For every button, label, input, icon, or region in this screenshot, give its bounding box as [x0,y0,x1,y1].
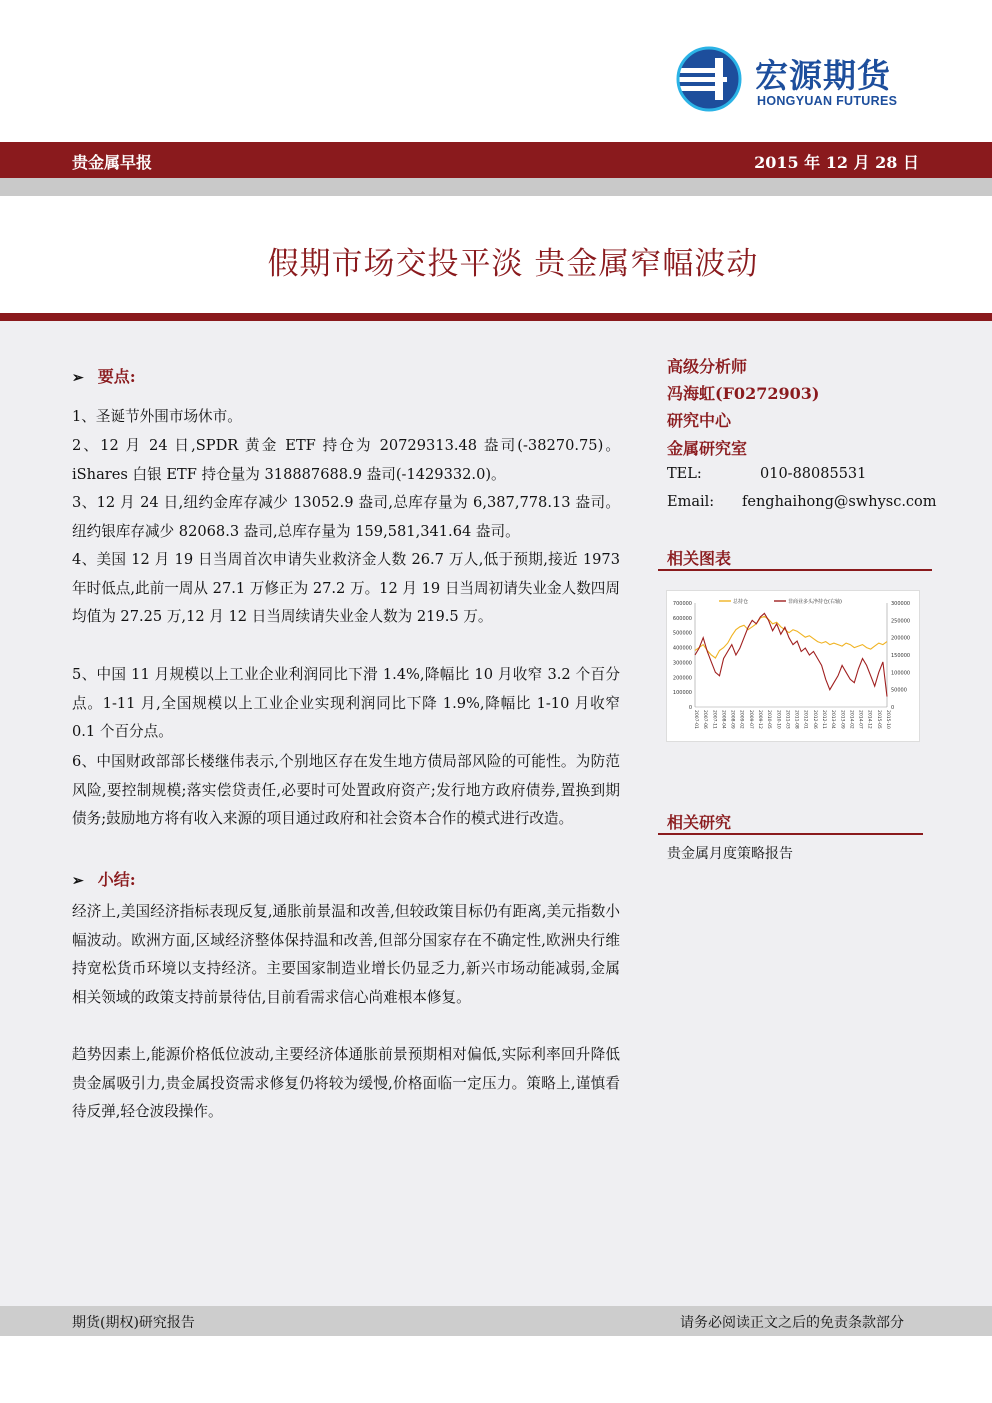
x-tick-label: 2012-06 [811,710,817,729]
logo-english-name: HONGYUAN FUTURES [757,94,898,108]
y-right-tick-label: 200000 [891,635,911,642]
summary-paragraph-2: 趋势因素上,能源价格低位波动,主要经济体通胀前景预期相对偏低,实际利率回升降低贵金属吸引力,贵金属投资需求修复仍将较为缓慢,价格面临一定压力。策略上,谨慎看待反弹,轻仓波段操作。 [72,1046,620,1120]
x-tick-label: 2008-09 [729,710,735,729]
x-tick-label: 2009-07 [747,710,753,729]
x-tick-label: 2010-10 [775,710,781,729]
tel-value: 010-88085531 [760,466,867,482]
related-research-label: 相关研究 [667,813,732,832]
legend-label-2: 非商业多头净持仓(右轴) [788,599,842,605]
x-tick-label: 2012-01 [802,710,808,729]
title-rule [0,313,992,321]
report-date: 2015 年 12 月 28 日 [754,153,919,172]
summary-heading [72,867,136,890]
series-line-1 [695,616,887,658]
key-point-5: 5、中国 11 月规模以上工业企业利润同比下滑 1.4%,降幅比 10 月收窄 3.2 个百分点。1-11 月,全国规模以上工业企业实现利润同比下降 1.9%,降幅比 1-10 月收窄 0.1 个百分点。 [72,666,620,740]
y-right-tick-label: 250000 [891,618,911,625]
tel-label: TEL: [667,466,702,482]
email-link[interactable]: fenghaihong@swhysc.com [742,494,937,510]
y-right-tick-label: 300000 [891,601,911,607]
y-left-tick-label: 200000 [672,675,692,682]
x-tick-label: 2014-02 [848,710,854,729]
analyst-dept: 研究中心 [667,411,732,430]
y-left-tick-label: 0 [688,705,692,711]
related-chart-heading [658,546,932,571]
y-left-tick-label: 300000 [672,660,692,667]
key-point-6: 6、中国财政部部长楼继伟表示,个别地区存在发生地方债局部风险的可能性。为防范风险,要控制规模;落实偿贷责任,必要时可处置政府资产;发行地方政府债券,置换到期债务;鼓励地方将有收入来源的项目通过政府和社会资本合作的模式进行改造。 [72,753,620,827]
email-label: Email: [667,494,715,510]
x-tick-label: 2013-04 [830,710,836,729]
bullet-arrow-icon: ➢ [72,873,84,889]
related-chart-label: 相关图表 [667,549,732,568]
x-tick-label: 2013-09 [839,710,845,729]
x-tick-label: 2015-10 [885,710,890,729]
logo-chinese-name: 宏源期货 [755,56,891,95]
x-tick-label: 2012-11 [821,710,826,729]
company-logo [673,44,923,114]
footer-disclaimer: 请务必阅读正文之后的免责条款部分 [680,1315,904,1331]
related-chart [666,590,920,742]
x-tick-label: 2008-04 [720,710,726,729]
header-divider [0,178,992,196]
x-tick-label: 2009-12 [757,710,762,729]
y-left-tick-label: 700000 [672,601,692,607]
y-left-tick-label: 500000 [672,630,692,637]
related-research-item[interactable]: 贵金属月度策略报告 [667,846,793,862]
x-tick-label: 2007-01 [693,710,698,729]
key-points-label: 要点: [97,367,136,386]
bullet-arrow-icon: ➢ [72,370,84,386]
y-right-tick-label: 150000 [891,653,911,659]
key-point-4: 4、美国 12 月 19 日当周首次申请失业救济金人数 26.7 万人,低于预期,接近 1973 年时低点,此前一周从 27.1 万修正为 27.2 万。12 月 19 日当周初请失业金人数四周均值为 27.25 万,12 月 12 日当周续请失业金人数为 219.5 万。 [72,551,620,625]
x-tick-label: 2011-03 [784,710,790,729]
x-tick-label: 2009-02 [738,710,744,729]
summary-label: 小结: [97,870,136,889]
y-right-tick-label: 0 [891,705,895,711]
x-tick-label: 2014-07 [857,710,863,729]
y-left-tick-label: 100000 [672,690,692,697]
series-line-2 [695,613,887,696]
y-right-tick-label: 50000 [891,687,907,694]
key-point-1: 1、圣诞节外围市场休市。 [72,408,242,425]
report-title: 假期市场交投平淡 贵金属窄幅波动 [267,246,759,282]
analyst-name: 冯海虹(F0272903) [667,384,820,403]
y-left-tick-label: 400000 [672,645,692,652]
legend-label-1: 总持仓 [733,599,749,605]
footer-left: 期货(期权)研究报告 [72,1315,195,1331]
key-point-3: 3、12 月 24 日,纽约金库存减少 13052.9 盎司,总库存量为 6,387,778.13 盎司。纽约银库存减少 82068.3 盎司,总库存量为 159,581,341.64 盎司。 [72,494,620,540]
x-tick-label: 2011-08 [793,710,799,729]
analyst-team: 金属研究室 [667,439,748,458]
related-research-heading [658,810,923,835]
key-points-heading [72,364,136,387]
chart-svg [667,591,919,741]
analyst-role: 高级分析师 [667,357,748,376]
report-type: 贵金属早报 [72,153,153,172]
key-point-2: 2、12 月 24 日,SPDR 黄金 ETF 持仓为 20729313.48 盎司(-38270.75)。iShares 白银 ETF 持仓量为 318887688.9 盎司(-1429332.0)。 [72,437,620,483]
x-tick-label: 2007-06 [702,710,708,729]
x-tick-label: 2015-05 [875,710,881,729]
x-tick-label: 2010-05 [766,710,772,729]
summary-paragraph-1: 经济上,美国经济指标表现反复,通胀前景温和改善,但较政策目标仍有距离,美元指数小幅波动。欧洲方面,区域经济整体保持温和改善,但部分国家存在不确定性,欧洲央行维持宽松货币环境以支持经济。主要国家制造业增长仍显乏力,新兴市场动能减弱,金属相关领域的政策支持前景待估,目前看需求信心尚难根本修复。 [72,903,620,1006]
logo-mark-icon [673,46,745,112]
y-right-tick-label: 100000 [891,670,911,677]
y-left-tick-label: 600000 [672,615,692,622]
x-tick-label: 2014-12 [866,710,872,729]
x-tick-label: 2007-11 [711,710,717,729]
